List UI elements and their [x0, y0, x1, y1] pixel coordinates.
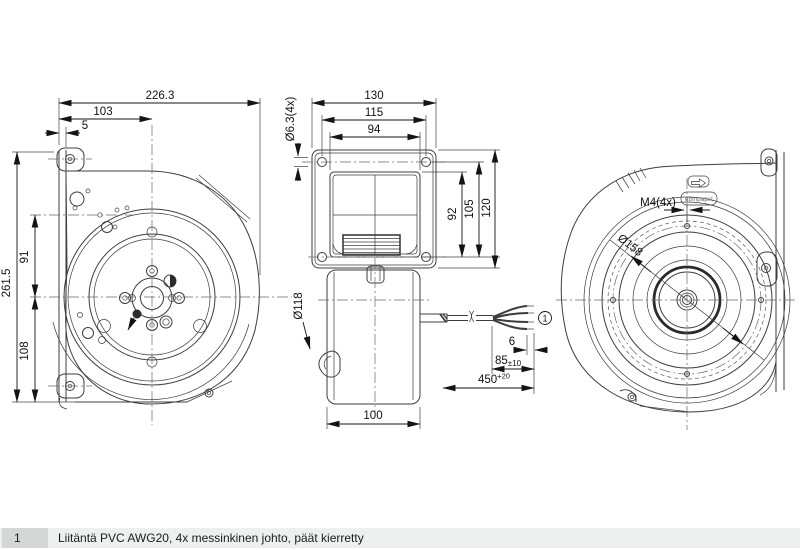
inlet-flange	[312, 150, 436, 268]
rear-view	[556, 149, 798, 430]
dim-wire-bare: 6	[508, 336, 516, 348]
ground-terminal	[128, 310, 142, 331]
dim-opening-height: 92	[447, 207, 459, 221]
face-holes	[70, 189, 129, 344]
dim-wire-split: 85±10	[495, 355, 522, 368]
brand-logo-text: ebmpapst	[685, 197, 713, 203]
grip-ridges	[616, 168, 646, 192]
front-dimensions	[1, 90, 260, 402]
dim-impeller: Ø118	[293, 292, 305, 320]
legend-index-box	[2, 528, 48, 548]
dim-flange-height: 120	[481, 198, 493, 218]
motor-grille	[343, 235, 400, 255]
cable-assembly	[420, 306, 552, 329]
dim-pitch-circle: Ø158	[615, 232, 645, 260]
legend-description: Liitäntä PVC AWG20, 4x messinkinen johto, päät kierretty	[58, 531, 364, 545]
side-dimensions	[285, 90, 548, 429]
dim-opening-width: 94	[367, 124, 381, 136]
rotation-arrow-badge	[688, 176, 709, 187]
drain-spout	[319, 351, 340, 377]
dim-hole-pitch-w: 115	[364, 107, 384, 119]
legend-index: 1	[14, 531, 21, 545]
dim-body-depth: 100	[363, 410, 383, 422]
rear-housing-outline	[561, 149, 790, 412]
dim-flange-width: 130	[364, 90, 384, 102]
dim-hole-pitch-h: 105	[464, 199, 476, 219]
side-view	[285, 90, 552, 429]
dim-center-to-base: 108	[19, 341, 31, 361]
dim-inlet-center-x: 103	[93, 106, 113, 118]
dim-cable-length: $450^{+20}$	[478, 371, 510, 386]
dim-flange-hole: Ø6.3(4x)	[285, 96, 297, 142]
dim-center-to-slot: 91	[19, 250, 31, 264]
dim-total-width: 226.3	[145, 90, 175, 102]
side-body	[319, 266, 420, 404]
lead-wires	[493, 306, 534, 329]
front-view	[1, 90, 292, 425]
dim-flange-thickness: 5	[81, 120, 89, 132]
callout-1	[539, 312, 552, 325]
callout-1-number: 1	[542, 313, 548, 324]
dim-screws: M4(4x)	[640, 197, 676, 209]
dim-total-height: 261.5	[1, 268, 13, 298]
